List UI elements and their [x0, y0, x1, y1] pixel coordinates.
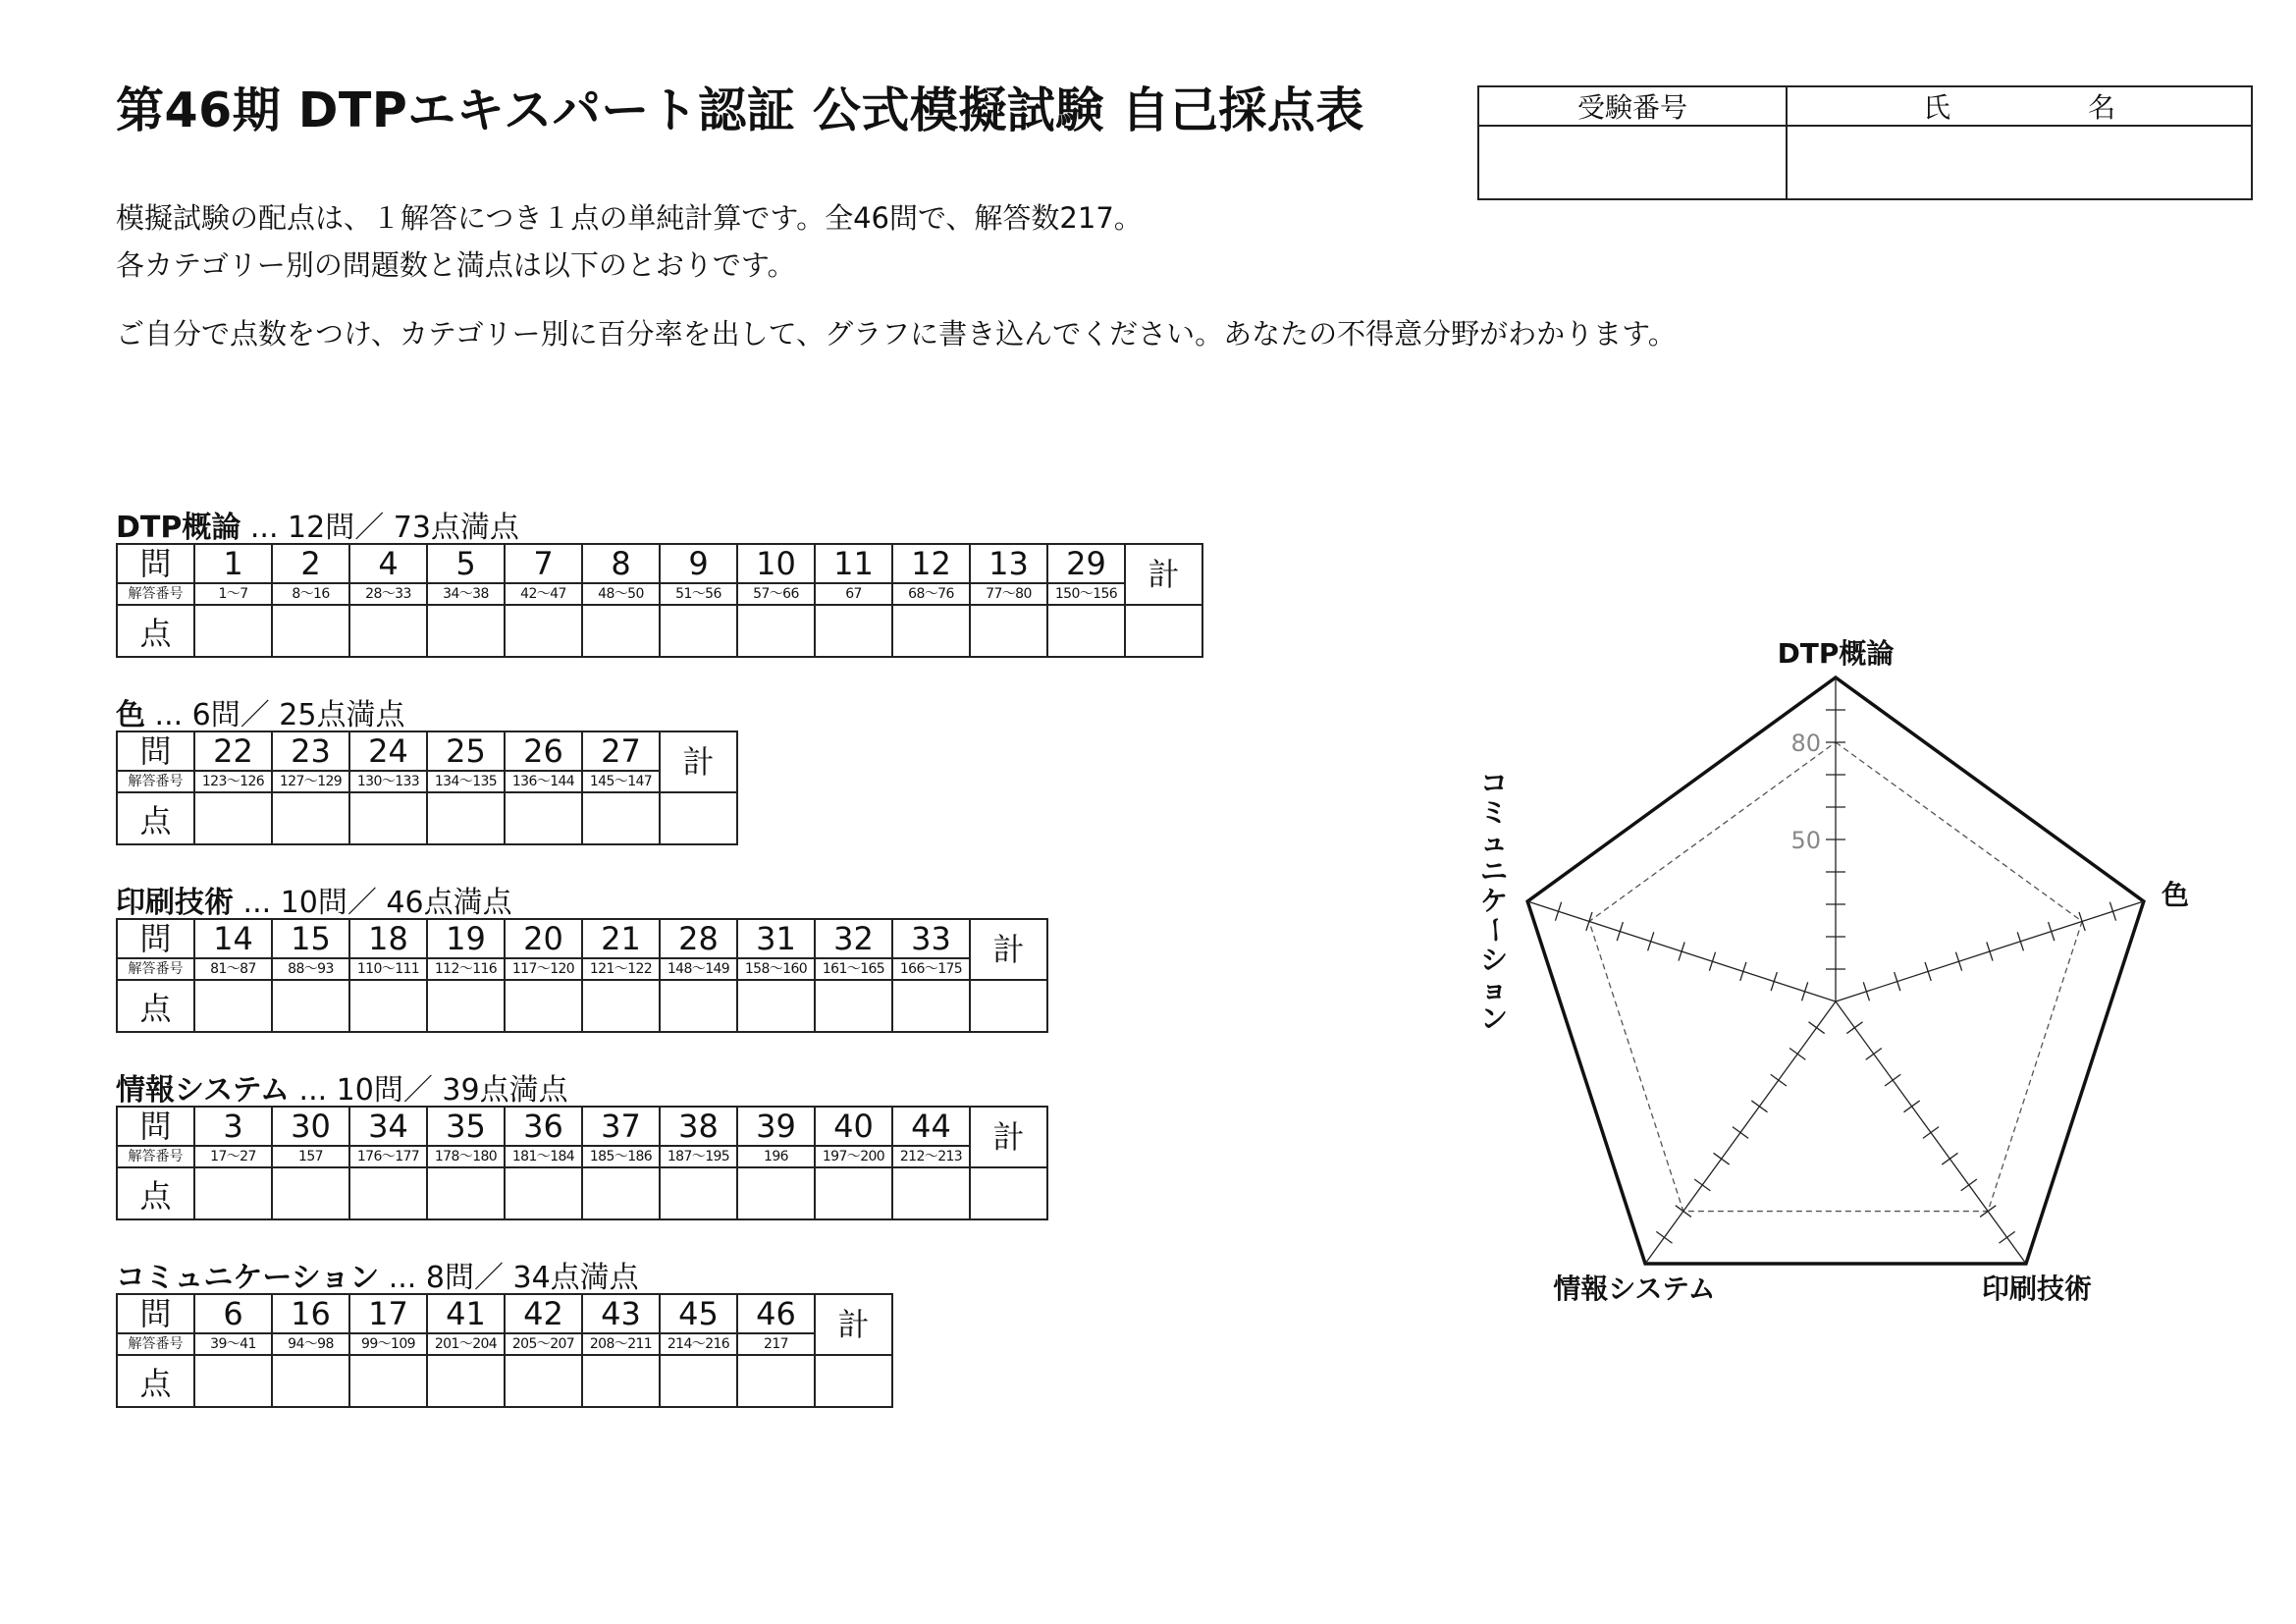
section-summary: ... 12問／ 73点満点	[240, 511, 519, 545]
question-number: 16	[272, 1294, 349, 1333]
radar-tick	[1789, 1049, 1805, 1060]
answer-range: 205～207	[505, 1333, 582, 1355]
answer-row	[117, 1333, 892, 1355]
radar-axis-label-char: ョ	[1479, 973, 1509, 1005]
answer-range: 39～41	[194, 1333, 272, 1355]
total-label: 計	[970, 1107, 1047, 1167]
intro-line-2: 各カテゴリー別の問題数と満点は以下のとおりです。	[116, 248, 796, 282]
score-cell[interactable]	[815, 605, 892, 657]
radar-tick	[1679, 943, 1684, 961]
answer-range: 112～116	[427, 958, 505, 980]
radar-axis-label-char: コ	[1479, 767, 1509, 799]
answer-range: 187～195	[660, 1146, 737, 1167]
points-label: 点	[117, 792, 194, 844]
question-number: 22	[194, 731, 272, 771]
question-row	[117, 1294, 892, 1333]
question-number: 2	[272, 544, 349, 583]
question-label: 問	[117, 731, 194, 771]
score-cell[interactable]	[1047, 605, 1125, 657]
question-row	[117, 1107, 1047, 1146]
score-cell[interactable]	[349, 605, 427, 657]
question-number: 17	[349, 1294, 427, 1333]
radar-axis-label-char: ー	[1479, 915, 1512, 945]
radar-tick	[1617, 922, 1623, 941]
question-row	[117, 544, 1202, 583]
question-number: 14	[194, 919, 272, 958]
answer-range: 117～120	[505, 958, 582, 980]
score-cell[interactable]	[272, 1355, 349, 1407]
score-cell[interactable]	[505, 792, 582, 844]
points-row	[117, 792, 737, 844]
answer-range: 197～200	[815, 1146, 892, 1167]
answer-range: 57～66	[737, 583, 815, 605]
examinee-id-box	[1477, 85, 2253, 200]
score-cell[interactable]	[427, 980, 505, 1032]
score-cell[interactable]	[582, 1355, 660, 1407]
radar-tick	[1863, 982, 1869, 1001]
section-summary: ... 10問／ 39点満点	[290, 1073, 568, 1108]
score-table	[116, 1293, 893, 1408]
score-cell[interactable]	[272, 792, 349, 844]
radar-axis-label: DTP概論	[1777, 637, 1895, 670]
answer-range: 178～180	[427, 1146, 505, 1167]
points-row	[117, 1167, 1047, 1219]
answer-range: 99～109	[349, 1333, 427, 1355]
total-label: 計	[660, 731, 737, 792]
score-cell[interactable]	[505, 605, 582, 657]
radar-axis-label: 色	[2162, 879, 2190, 911]
answer-row	[117, 583, 1202, 605]
radar-tick	[1999, 1231, 2014, 1243]
exam-number-field[interactable]	[1479, 127, 1788, 198]
intro-line-1: 模擬試験の配点は、１解答につき１点の単純計算です。全46問で、解答数217。	[116, 201, 1143, 235]
answer-row	[117, 1146, 1047, 1167]
radar-tick	[2079, 912, 2085, 931]
radar-tick	[1709, 952, 1715, 971]
score-cell[interactable]	[427, 605, 505, 657]
answer-range: 157	[272, 1146, 349, 1167]
radar-tick	[1771, 972, 1777, 991]
score-cell[interactable]	[349, 980, 427, 1032]
radar-tick	[1733, 1127, 1748, 1139]
answer-range: 28～33	[349, 583, 427, 605]
points-label: 点	[117, 1167, 194, 1219]
question-label: 問	[117, 544, 194, 583]
answer-no-label: 解答番号	[117, 771, 194, 792]
question-number: 36	[505, 1107, 582, 1146]
score-cell[interactable]	[349, 1355, 427, 1407]
radar-tick	[1846, 1022, 1862, 1034]
answer-range: 110～111	[349, 958, 427, 980]
answer-range: 185～186	[582, 1146, 660, 1167]
radar-tick	[2109, 902, 2115, 921]
total-cell[interactable]	[970, 1167, 1047, 1219]
score-cell[interactable]	[582, 605, 660, 657]
question-number: 12	[892, 544, 970, 583]
answer-range: 181～184	[505, 1146, 582, 1167]
score-cell[interactable]	[272, 605, 349, 657]
section-title	[116, 1065, 568, 1109]
score-table	[116, 543, 1203, 658]
answer-range: 1～7	[194, 583, 272, 605]
question-number: 35	[427, 1107, 505, 1146]
score-cell[interactable]	[582, 1167, 660, 1219]
radar-tick	[1923, 1127, 1939, 1139]
question-number: 44	[892, 1107, 970, 1146]
question-number: 27	[582, 731, 660, 771]
section-category: 情報システム	[116, 1073, 290, 1108]
score-cell[interactable]	[737, 1167, 815, 1219]
answer-range: 145～147	[582, 771, 660, 792]
score-cell[interactable]	[427, 1167, 505, 1219]
score-cell[interactable]	[582, 792, 660, 844]
answer-range: 161～165	[815, 958, 892, 980]
score-table	[116, 918, 1048, 1033]
answer-range: 148～149	[660, 958, 737, 980]
answer-range: 17～27	[194, 1146, 272, 1167]
question-number: 6	[194, 1294, 272, 1333]
question-row	[117, 919, 1047, 958]
question-number: 40	[815, 1107, 892, 1146]
question-number: 28	[660, 919, 737, 958]
radar-tick	[1980, 1206, 1996, 1218]
score-cell[interactable]	[582, 980, 660, 1032]
answer-range: 81～87	[194, 958, 272, 980]
answer-range: 88～93	[272, 958, 349, 980]
intro-line-3: ご自分で点数をつけ、カテゴリー別に百分率を出して、グラフに書き込んでください。あなたの不得意分野がわかります。	[116, 317, 1677, 351]
answer-range: 214～216	[660, 1333, 737, 1355]
exam-number-header: 受験番号	[1479, 87, 1788, 127]
question-number: 21	[582, 919, 660, 958]
radar-tick	[1694, 1179, 1710, 1191]
question-number: 24	[349, 731, 427, 771]
section-summary: ... 8問／ 34点満点	[379, 1261, 639, 1295]
radar-tick	[1648, 932, 1654, 950]
answer-range: 217	[737, 1333, 815, 1355]
question-number: 3	[194, 1107, 272, 1146]
radar-tick	[1925, 962, 1931, 981]
score-cell[interactable]	[272, 1167, 349, 1219]
question-number: 26	[505, 731, 582, 771]
answer-range: 134～135	[427, 771, 505, 792]
question-number: 13	[970, 544, 1047, 583]
answer-range: 166～175	[892, 958, 970, 980]
question-number: 20	[505, 919, 582, 958]
answer-range: 127～129	[272, 771, 349, 792]
answer-range: 176～177	[349, 1146, 427, 1167]
score-cell[interactable]	[194, 1167, 272, 1219]
question-number: 38	[660, 1107, 737, 1146]
radar-axis-label-char: ニ	[1479, 855, 1509, 888]
radar-tick-label: 80	[1790, 730, 1821, 757]
radar-axis-label-char: ケ	[1479, 885, 1509, 917]
score-cell[interactable]	[892, 605, 970, 657]
answer-range: 48～50	[582, 583, 660, 605]
question-number: 31	[737, 919, 815, 958]
total-cell[interactable]	[660, 792, 737, 844]
question-number: 33	[892, 919, 970, 958]
section-title	[116, 878, 512, 921]
radar-tick	[1885, 1074, 1900, 1086]
question-number: 9	[660, 544, 737, 583]
question-number: 23	[272, 731, 349, 771]
total-cell[interactable]	[970, 980, 1047, 1032]
points-row	[117, 1355, 892, 1407]
question-number: 1	[194, 544, 272, 583]
radar-tick	[1751, 1101, 1767, 1112]
name-header: 氏 名	[1788, 87, 2251, 127]
question-number: 41	[427, 1294, 505, 1333]
points-label: 点	[117, 605, 194, 657]
radar-axis-label-char: ミ	[1479, 796, 1509, 829]
radar-tick	[1656, 1231, 1672, 1243]
question-number: 19	[427, 919, 505, 958]
radar-tick	[1714, 1153, 1730, 1164]
score-cell[interactable]	[349, 1167, 427, 1219]
score-cell[interactable]	[194, 605, 272, 657]
total-cell[interactable]	[815, 1355, 892, 1407]
points-row	[117, 605, 1202, 657]
total-cell[interactable]	[1125, 605, 1202, 657]
radar-axis-label-char: シ	[1479, 944, 1509, 976]
answer-range: 8～16	[272, 583, 349, 605]
question-number: 10	[737, 544, 815, 583]
radar-axis-label-char: ン	[1479, 1002, 1509, 1035]
question-number: 43	[582, 1294, 660, 1333]
question-number: 5	[427, 544, 505, 583]
score-cell[interactable]	[505, 1167, 582, 1219]
section-summary: ... 6問／ 25点満点	[145, 698, 405, 732]
answer-range: 150～156	[1047, 583, 1125, 605]
answer-row	[117, 958, 1047, 980]
radar-axis-label: 印刷技術	[1981, 1272, 2093, 1305]
question-number: 45	[660, 1294, 737, 1333]
total-label: 計	[1125, 544, 1202, 605]
radar-axis-label-char: ュ	[1479, 826, 1509, 858]
points-label: 点	[117, 1355, 194, 1407]
question-label: 問	[117, 1294, 194, 1333]
score-cell[interactable]	[660, 1355, 737, 1407]
radar-chart	[1463, 609, 2209, 1326]
score-cell[interactable]	[194, 1355, 272, 1407]
radar-tick	[2017, 932, 2023, 950]
question-number: 29	[1047, 544, 1125, 583]
radar-tick	[1802, 982, 1808, 1001]
name-field[interactable]	[1788, 127, 2251, 198]
question-number: 46	[737, 1294, 815, 1333]
answer-range: 130～133	[349, 771, 427, 792]
question-number: 18	[349, 919, 427, 958]
question-label: 問	[117, 919, 194, 958]
score-cell[interactable]	[427, 792, 505, 844]
score-cell[interactable]	[892, 980, 970, 1032]
question-number: 11	[815, 544, 892, 583]
score-cell[interactable]	[272, 980, 349, 1032]
radar-axis-label: 情報システム	[1553, 1272, 1716, 1305]
section-category: 色	[116, 698, 145, 732]
answer-range: 201～204	[427, 1333, 505, 1355]
question-number: 8	[582, 544, 660, 583]
radar-tick	[1866, 1049, 1882, 1060]
question-number: 42	[505, 1294, 582, 1333]
score-cell[interactable]	[815, 980, 892, 1032]
radar-tick	[1771, 1074, 1787, 1086]
score-cell[interactable]	[737, 980, 815, 1032]
radar-tick	[1740, 962, 1746, 981]
score-cell[interactable]	[427, 1355, 505, 1407]
question-number: 25	[427, 731, 505, 771]
answer-range: 67	[815, 583, 892, 605]
answer-range: 136～144	[505, 771, 582, 792]
score-cell[interactable]	[737, 1355, 815, 1407]
answer-range: 51～56	[660, 583, 737, 605]
radar-tick-label: 50	[1790, 827, 1821, 854]
question-label: 問	[117, 1107, 194, 1146]
score-cell[interactable]	[505, 980, 582, 1032]
score-cell[interactable]	[660, 1167, 737, 1219]
points-label: 点	[117, 980, 194, 1032]
answer-range: 68～76	[892, 583, 970, 605]
answer-range: 158～160	[737, 958, 815, 980]
radar-tick	[1955, 952, 1961, 971]
score-cell[interactable]	[505, 1355, 582, 1407]
radar-axis-label	[1479, 767, 1512, 1035]
score-cell[interactable]	[349, 792, 427, 844]
score-cell[interactable]	[892, 1167, 970, 1219]
score-cell[interactable]	[194, 792, 272, 844]
score-table	[116, 1106, 1048, 1220]
answer-no-label: 解答番号	[117, 583, 194, 605]
score-cell[interactable]	[737, 605, 815, 657]
question-number: 15	[272, 919, 349, 958]
answer-range: 34～38	[427, 583, 505, 605]
total-label: 計	[815, 1294, 892, 1355]
question-number: 32	[815, 919, 892, 958]
question-number: 30	[272, 1107, 349, 1146]
answer-range: 94～98	[272, 1333, 349, 1355]
question-number: 4	[349, 544, 427, 583]
answer-range: 212～213	[892, 1146, 970, 1167]
answer-range: 196	[737, 1146, 815, 1167]
score-cell[interactable]	[660, 605, 737, 657]
question-number: 7	[505, 544, 582, 583]
radar-tick	[1895, 972, 1900, 991]
question-number: 34	[349, 1107, 427, 1146]
answer-range: 121～122	[582, 958, 660, 980]
score-cell[interactable]	[970, 605, 1047, 657]
section-title	[116, 690, 404, 733]
answer-row	[117, 771, 737, 792]
answer-no-label: 解答番号	[117, 958, 194, 980]
score-table	[116, 731, 738, 845]
section-category: コミュニケーション	[116, 1261, 380, 1295]
answer-no-label: 解答番号	[117, 1146, 194, 1167]
section-category: 印刷技術	[116, 886, 234, 920]
score-cell[interactable]	[660, 980, 737, 1032]
radar-tick	[1942, 1153, 1957, 1164]
radar-tick	[2049, 922, 2055, 941]
question-number: 37	[582, 1107, 660, 1146]
question-row	[117, 731, 737, 771]
answer-range: 42～47	[505, 583, 582, 605]
section-summary: ... 10問／ 46点満点	[234, 886, 512, 920]
radar-tick	[1809, 1022, 1825, 1034]
radar-tick	[1555, 902, 1561, 921]
radar-tick	[1903, 1101, 1919, 1112]
answer-range: 208～211	[582, 1333, 660, 1355]
radar-tick	[1961, 1179, 1977, 1191]
section-title	[116, 503, 519, 546]
points-row	[117, 980, 1047, 1032]
score-cell[interactable]	[815, 1167, 892, 1219]
answer-no-label: 解答番号	[117, 1333, 194, 1355]
section-title	[116, 1253, 639, 1296]
radar-tick	[1987, 943, 1993, 961]
answer-range: 77～80	[970, 583, 1047, 605]
section-category: DTP概論	[116, 511, 241, 545]
total-label: 計	[970, 919, 1047, 980]
answer-range: 123～126	[194, 771, 272, 792]
question-number: 39	[737, 1107, 815, 1146]
page-title: 第46期 DTPエキスパート認証 公式模擬試験 自己採点表	[116, 82, 1364, 138]
score-cell[interactable]	[194, 980, 272, 1032]
